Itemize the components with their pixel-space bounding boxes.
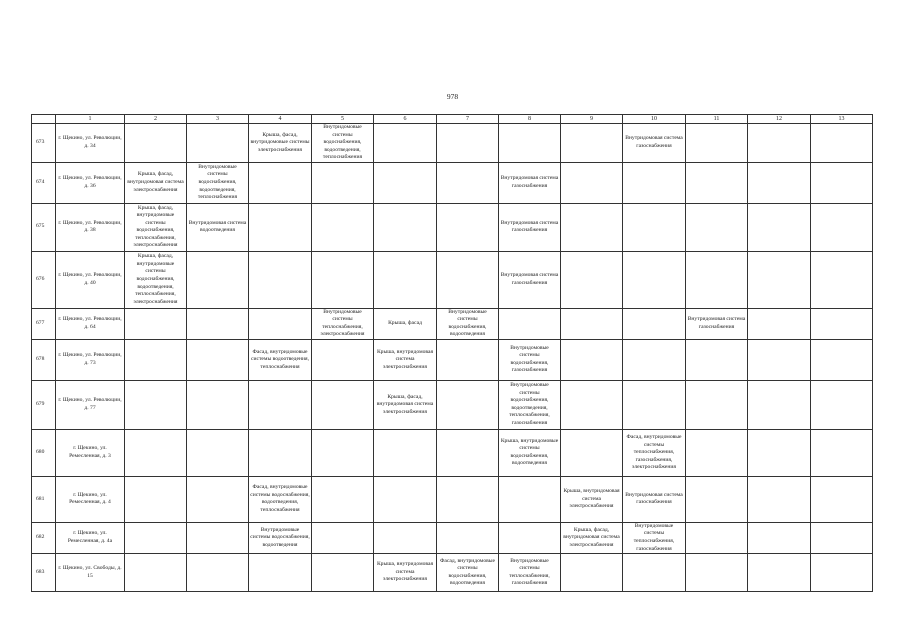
work-cell	[249, 308, 312, 339]
table-row	[32, 429, 873, 476]
address-cell: г. Щекино, ул. Ремесленная, д. 4а	[56, 522, 125, 553]
row-number: 681	[32, 476, 56, 522]
work-cell: Крыша, фасад, внутридомовая система электроснабжения	[561, 522, 623, 553]
work-cell	[312, 429, 374, 476]
work-cell: Крыша, фасад	[374, 308, 437, 339]
work-cell	[312, 162, 374, 203]
work-cell	[437, 522, 499, 553]
work-cell	[811, 554, 873, 592]
work-cell	[437, 162, 499, 203]
work-cell	[187, 308, 249, 339]
work-cell	[811, 203, 873, 251]
work-cell	[437, 251, 499, 308]
work-cell	[748, 308, 811, 339]
address-cell: г. Щекино, ул. Революции, д. 73	[56, 339, 125, 380]
row-number: 683	[32, 554, 56, 592]
work-cell	[312, 380, 374, 429]
work-cell	[623, 162, 686, 203]
work-cell	[249, 251, 312, 308]
work-cell	[686, 522, 748, 553]
row-number: 678	[32, 339, 56, 380]
column-header: 6	[374, 115, 437, 124]
work-cell: Фасад, внутридомовые системы водоснабжения, водоотведения, теплоснабжения	[249, 476, 312, 522]
row-number: 675	[32, 203, 56, 251]
work-cell	[125, 476, 187, 522]
table-row	[32, 308, 873, 339]
work-cell	[561, 339, 623, 380]
row-number: 676	[32, 251, 56, 308]
work-cell	[811, 429, 873, 476]
table-row	[32, 522, 873, 553]
address-cell: г. Щекино, ул. Ремесленная, д. 3	[56, 429, 125, 476]
table-row	[32, 124, 873, 163]
row-number: 673	[32, 124, 56, 163]
column-header: 2	[125, 115, 187, 124]
work-cell: Внутридомовая система газоснабжения	[623, 476, 686, 522]
work-cell	[374, 162, 437, 203]
work-cell	[187, 380, 249, 429]
work-cell	[312, 554, 374, 592]
column-header: 9	[561, 115, 623, 124]
work-cell	[686, 203, 748, 251]
work-cell	[686, 124, 748, 163]
work-cell	[686, 554, 748, 592]
work-cell: Крыша, внутридомовые системы водоснабжения, водоотведения	[499, 429, 561, 476]
work-cell	[437, 203, 499, 251]
work-cell	[811, 522, 873, 553]
table-row	[32, 251, 873, 308]
work-cell	[686, 339, 748, 380]
work-cell	[748, 124, 811, 163]
address-cell: г. Щекино, ул. Революции, д. 64	[56, 308, 125, 339]
work-cell: Крыша, внутридомовая система электроснабжения	[374, 554, 437, 592]
work-cell	[374, 429, 437, 476]
work-cell: Внутридомовые системы теплоснабжения, электроснабжения	[312, 308, 374, 339]
work-cell	[748, 339, 811, 380]
work-cell	[686, 476, 748, 522]
work-cell	[686, 380, 748, 429]
work-cell	[374, 203, 437, 251]
work-cell	[312, 251, 374, 308]
work-cell: Внутридомовые системы водоснабжения, газоснабжения	[499, 339, 561, 380]
work-cell	[374, 522, 437, 553]
work-cell: Внутридомовые системы водоснабжения, водоотведения, теплоснабжения, газоснабжения	[499, 380, 561, 429]
row-number: 682	[32, 522, 56, 553]
work-cell: Крыша, фасад, внутридомовые системы водоснабжения, водоотведения, теплоснабжения, электроснабжения	[125, 251, 187, 308]
work-cell	[125, 554, 187, 592]
work-cell	[187, 124, 249, 163]
column-header: 7	[437, 115, 499, 124]
work-cell	[125, 522, 187, 553]
work-cell	[748, 429, 811, 476]
work-cell	[187, 251, 249, 308]
address-cell: г. Щекино, ул. Революции, д. 40	[56, 251, 125, 308]
work-cell	[187, 339, 249, 380]
work-cell: Крыша, внутридомовая система электроснабжения	[374, 339, 437, 380]
work-cell	[811, 380, 873, 429]
work-cell	[374, 476, 437, 522]
work-cell: Внутридомовая система газоснабжения	[499, 203, 561, 251]
work-cell	[748, 380, 811, 429]
work-cell	[686, 429, 748, 476]
address-cell: г. Щекино, ул. Ремесленная, д. 4	[56, 476, 125, 522]
work-cell	[811, 308, 873, 339]
work-cell: Внутридомовая система газоснабжения	[499, 162, 561, 203]
work-cell	[125, 380, 187, 429]
work-cell	[125, 339, 187, 380]
column-header: 12	[748, 115, 811, 124]
table-row	[32, 476, 873, 522]
column-header: 13	[811, 115, 873, 124]
work-cell	[748, 203, 811, 251]
address-cell: г. Щекино, ул. Революции, д. 34	[56, 124, 125, 163]
work-cell	[249, 429, 312, 476]
work-cell	[499, 308, 561, 339]
work-cell	[748, 251, 811, 308]
work-cell	[748, 162, 811, 203]
address-cell: г. Щекино, ул. Революции, д. 77	[56, 380, 125, 429]
work-cell: Внутридомовые системы водоснабжения, водоотведения, теплоснабжения	[187, 162, 249, 203]
work-cell	[312, 339, 374, 380]
work-cell: Фасад, внутридомовые системы теплоснабжения, газоснабжения, электроснабжения	[623, 429, 686, 476]
work-cell	[561, 380, 623, 429]
column-header: 8	[499, 115, 561, 124]
work-cell: Внутридомовые системы теплоснабжения, газоснабжения	[499, 554, 561, 592]
address-cell: г. Щекино, ул. Революции, д. 38	[56, 203, 125, 251]
column-number-row	[32, 115, 873, 124]
work-cell	[623, 339, 686, 380]
work-cell	[437, 380, 499, 429]
table-row	[32, 162, 873, 203]
work-cell: Внутридомовые системы водоснабжения, водоотведения	[437, 308, 499, 339]
column-header: 11	[686, 115, 748, 124]
column-header: 4	[249, 115, 312, 124]
work-cell	[437, 476, 499, 522]
work-cell	[249, 380, 312, 429]
repair-schedule-table	[31, 114, 873, 592]
work-cell	[686, 251, 748, 308]
work-cell: Внутридомовые системы водоснабжения, водоотведения, теплоснабжения	[312, 124, 374, 163]
work-cell: Крыша, фасад, внутридомовая система электроснабжения	[125, 162, 187, 203]
work-cell	[748, 554, 811, 592]
work-cell	[811, 476, 873, 522]
work-cell	[561, 308, 623, 339]
row-number: 677	[32, 308, 56, 339]
work-cell	[561, 203, 623, 251]
address-cell: г. Щекино, ул. Революции, д. 36	[56, 162, 125, 203]
work-cell	[374, 251, 437, 308]
work-cell	[125, 429, 187, 476]
work-cell	[187, 429, 249, 476]
work-cell: Крыша, внутридомовая система электроснабжения	[561, 476, 623, 522]
work-cell	[187, 476, 249, 522]
work-cell	[312, 522, 374, 553]
work-cell: Внутридомовая система водоотведения	[187, 203, 249, 251]
work-cell: Внутридомовые системы теплоснабжения, газоснабжения	[623, 522, 686, 553]
work-cell	[437, 429, 499, 476]
table-body	[32, 115, 873, 592]
work-cell: Внутридомовая система газоснабжения	[623, 124, 686, 163]
work-cell	[125, 124, 187, 163]
work-cell: Фасад, внутридомовые системы водоснабжения, водоотведения	[437, 554, 499, 592]
row-number: 674	[32, 162, 56, 203]
column-header	[32, 115, 56, 124]
work-cell	[748, 476, 811, 522]
work-cell	[748, 522, 811, 553]
work-cell	[811, 339, 873, 380]
work-cell	[811, 124, 873, 163]
column-header: 3	[187, 115, 249, 124]
work-cell	[437, 124, 499, 163]
work-cell	[187, 554, 249, 592]
work-cell	[561, 251, 623, 308]
work-cell: Крыша, фасад, внутридомовые системы электроснабжения	[249, 124, 312, 163]
work-cell: Внутридомовая система газоснабжения	[499, 251, 561, 308]
work-cell	[561, 429, 623, 476]
work-cell	[312, 476, 374, 522]
work-cell: Внутридомовые системы водоснабжения, водоотведения	[249, 522, 312, 553]
column-header: 10	[623, 115, 686, 124]
work-cell	[374, 124, 437, 163]
work-cell	[623, 308, 686, 339]
work-cell	[249, 162, 312, 203]
work-cell	[623, 251, 686, 308]
work-cell	[686, 162, 748, 203]
work-cell	[125, 308, 187, 339]
table-row	[32, 339, 873, 380]
table-row	[32, 203, 873, 251]
work-cell	[437, 339, 499, 380]
row-number: 679	[32, 380, 56, 429]
work-cell: Крыша, фасад, внутридомовые системы водоснабжения, теплоснабжения, электроснабжения	[125, 203, 187, 251]
work-cell: Крыша, фасад, внутридомовая система электроснабжения	[374, 380, 437, 429]
work-cell	[249, 203, 312, 251]
work-cell	[561, 124, 623, 163]
table-row	[32, 554, 873, 592]
work-cell	[561, 554, 623, 592]
row-number: 680	[32, 429, 56, 476]
address-cell: г. Щекино, ул. Свободы, д. 15	[56, 554, 125, 592]
column-header: 1	[56, 115, 125, 124]
work-cell	[499, 522, 561, 553]
work-cell	[561, 162, 623, 203]
work-cell	[623, 554, 686, 592]
page-number: 978	[446, 92, 459, 101]
work-cell	[187, 522, 249, 553]
column-header: 5	[312, 115, 374, 124]
work-cell	[623, 380, 686, 429]
work-cell	[623, 203, 686, 251]
work-cell	[249, 554, 312, 592]
work-cell	[811, 251, 873, 308]
work-cell: Фасад, внутридомовые системы водоотведения, теплоснабжения	[249, 339, 312, 380]
table-row	[32, 380, 873, 429]
work-cell	[499, 476, 561, 522]
work-cell	[811, 162, 873, 203]
work-cell	[499, 124, 561, 163]
work-cell	[312, 203, 374, 251]
work-cell: Внутридомовая система газоснабжения	[686, 308, 748, 339]
